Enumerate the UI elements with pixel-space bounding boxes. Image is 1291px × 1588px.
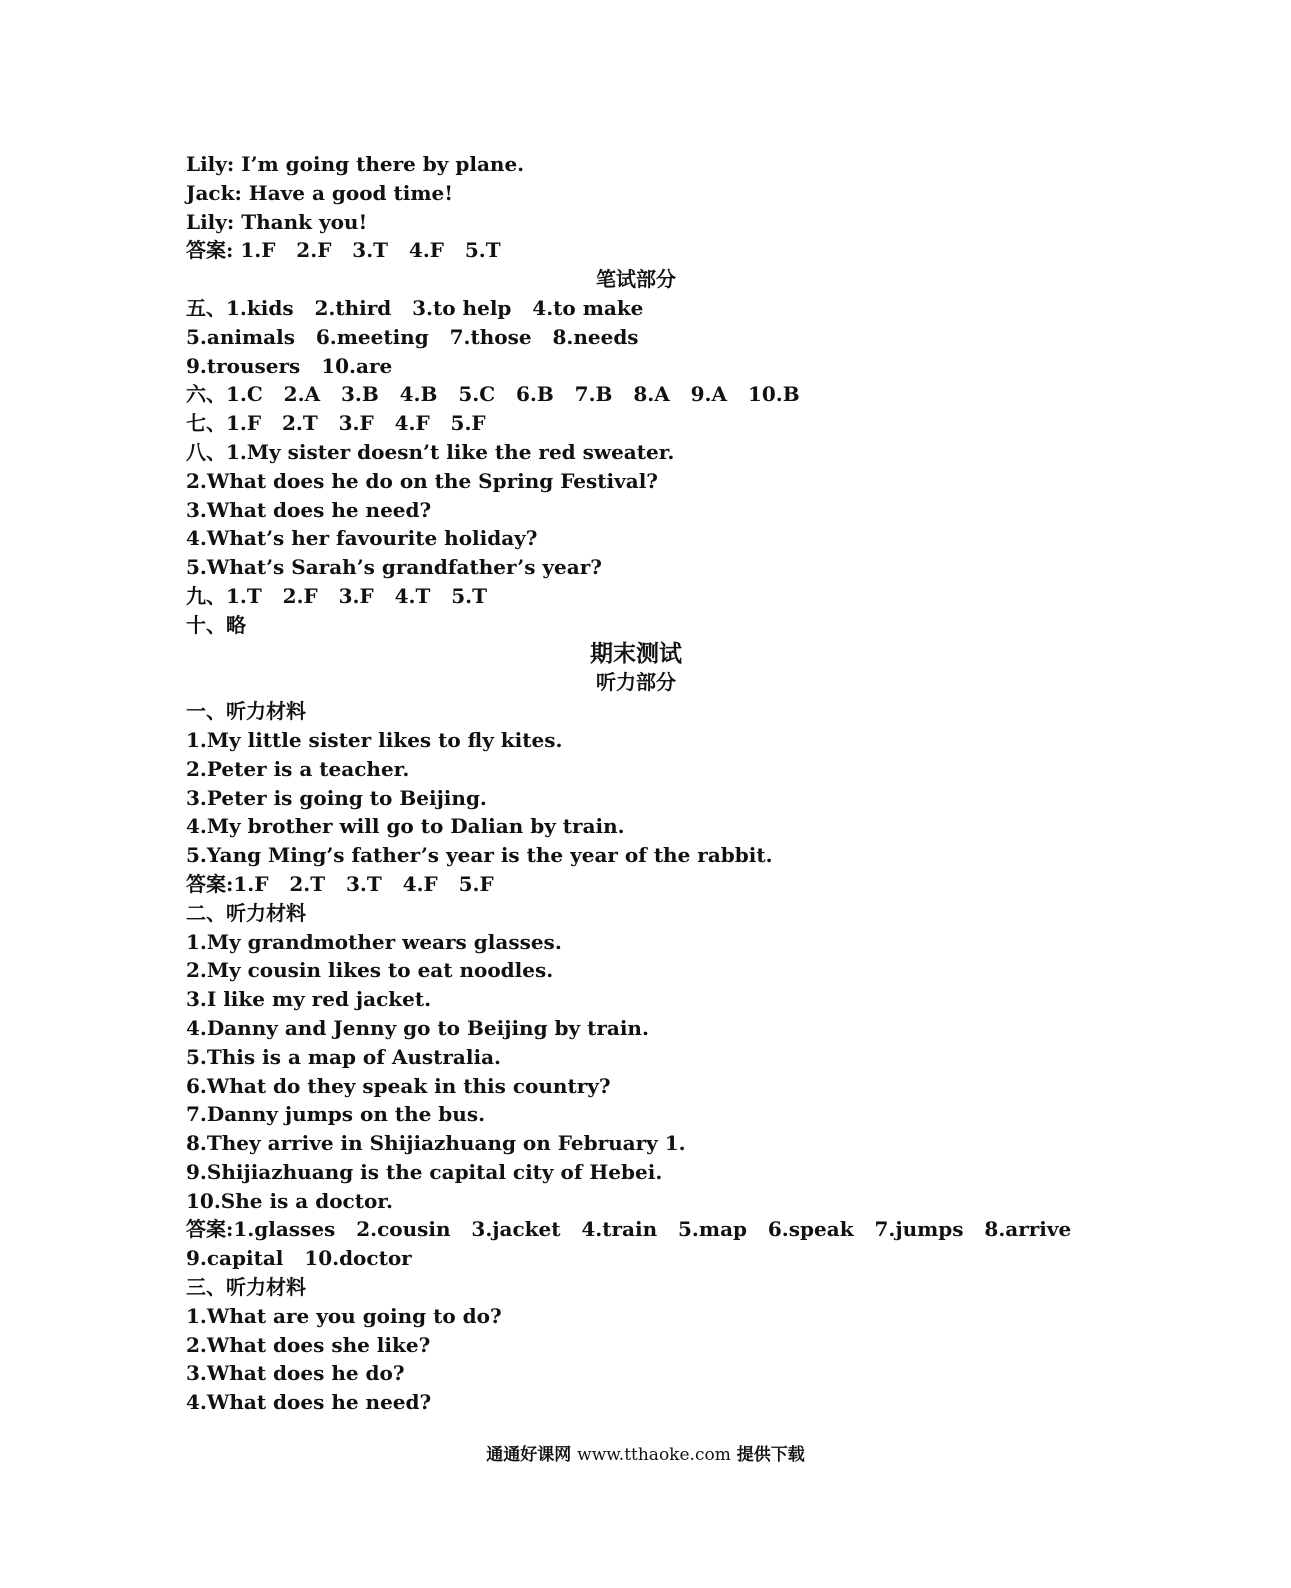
final-test-title: 期末测试 <box>590 639 682 667</box>
list-item: 1.My grandmother wears glasses. <box>186 929 562 954</box>
list-item: 8.They arrive in Shijiazhuang on February 1. <box>186 1131 686 1156</box>
section-5-line-3: 9.trousers 10.are <box>186 353 393 378</box>
footer-download-text: 提供下载 <box>736 1445 805 1465</box>
section-8-line-2: 2.What does he do on the Spring Festival? <box>186 468 659 493</box>
answer-line: 答案:1.F 2.T 3.T 4.F 5.F <box>186 871 494 896</box>
listening-part-2-heading: 二、听力材料 <box>186 900 306 925</box>
dialogue-line-lily-2: Lily: Thank you! <box>186 209 368 234</box>
footer-site-name: 通通好课网 <box>486 1445 572 1465</box>
list-item: 4.Danny and Jenny go to Beijing by train. <box>186 1015 649 1040</box>
list-item: 5.This is a map of Australia. <box>186 1044 502 1069</box>
list-item: 4.My brother will go to Dalian by train. <box>186 814 625 839</box>
section-8-line-1: 八、1.My sister doesn’t like the red sweater. <box>186 439 675 464</box>
answer-document <box>186 150 1072 1417</box>
section-heading-listening: 听力部分 <box>596 670 676 695</box>
list-item: 3.I like my red jacket. <box>186 987 432 1012</box>
section-7-line: 七、1.F 2.T 3.F 4.F 5.F <box>186 411 486 436</box>
list-item: 3.Peter is going to Beijing. <box>186 785 487 810</box>
list-item: 6.What do they speak in this country? <box>186 1073 611 1098</box>
list-item: 2.What does she like? <box>186 1332 431 1357</box>
list-item: 5.Yang Ming’s father’s year is the year of the rabbit. <box>186 843 773 868</box>
dialogue-line-lily-1: Lily: I’m going there by plane. <box>186 152 525 176</box>
list-item: 2.Peter is a teacher. <box>186 756 410 781</box>
section-9-line: 九、1.T 2.F 3.F 4.T 5.T <box>186 583 487 608</box>
page-footer <box>0 1440 1291 1465</box>
listening-part-1-heading: 一、听力材料 <box>186 699 306 724</box>
list-item: 4.What does he need? <box>186 1390 432 1415</box>
list-item: 1.What are you going to do? <box>186 1303 502 1328</box>
list-item: 2.My cousin likes to eat noodles. <box>186 958 554 983</box>
dialogue-line-jack: Jack: Have a good time! <box>186 180 454 205</box>
section-8-line-3: 3.What does he need? <box>186 497 432 522</box>
list-item: 1.My little sister likes to fly kites. <box>186 727 563 752</box>
list-item: 3.What does he do? <box>186 1361 405 1386</box>
list-item: 7.Danny jumps on the bus. <box>186 1102 486 1127</box>
section-8-line-4: 4.What’s her favourite holiday? <box>186 526 538 551</box>
answer-line: 答案:1.glasses 2.cousin 3.jacket 4.train 5.map 6.speak 7.jumps 8.arrive <box>186 1217 1072 1242</box>
footer-url[interactable]: www.tthaoke.com <box>577 1445 731 1465</box>
section-5-line-1: 五、1.kids 2.third 3.to help 4.to make <box>186 295 644 320</box>
section-10-line: 十、略 <box>186 612 246 637</box>
list-item: 9.Shijiazhuang is the capital city of Hebei. <box>186 1159 663 1184</box>
section-8-line-5: 5.What’s Sarah’s grandfather’s year? <box>186 555 602 580</box>
section-heading-written: 笔试部分 <box>596 267 676 292</box>
list-item: 10.She is a doctor. <box>186 1188 393 1213</box>
listening-part-3-heading: 三、听力材料 <box>186 1275 306 1300</box>
answer-line-continued: 9.capital 10.doctor <box>186 1246 412 1271</box>
section-6-line: 六、1.C 2.A 3.B 4.B 5.C 6.B 7.B 8.A 9.A 10.B <box>186 382 800 407</box>
section-5-line-2: 5.animals 6.meeting 7.those 8.needs <box>186 324 639 349</box>
answer-line: 答案: 1.F 2.F 3.T 4.F 5.T <box>186 238 501 263</box>
